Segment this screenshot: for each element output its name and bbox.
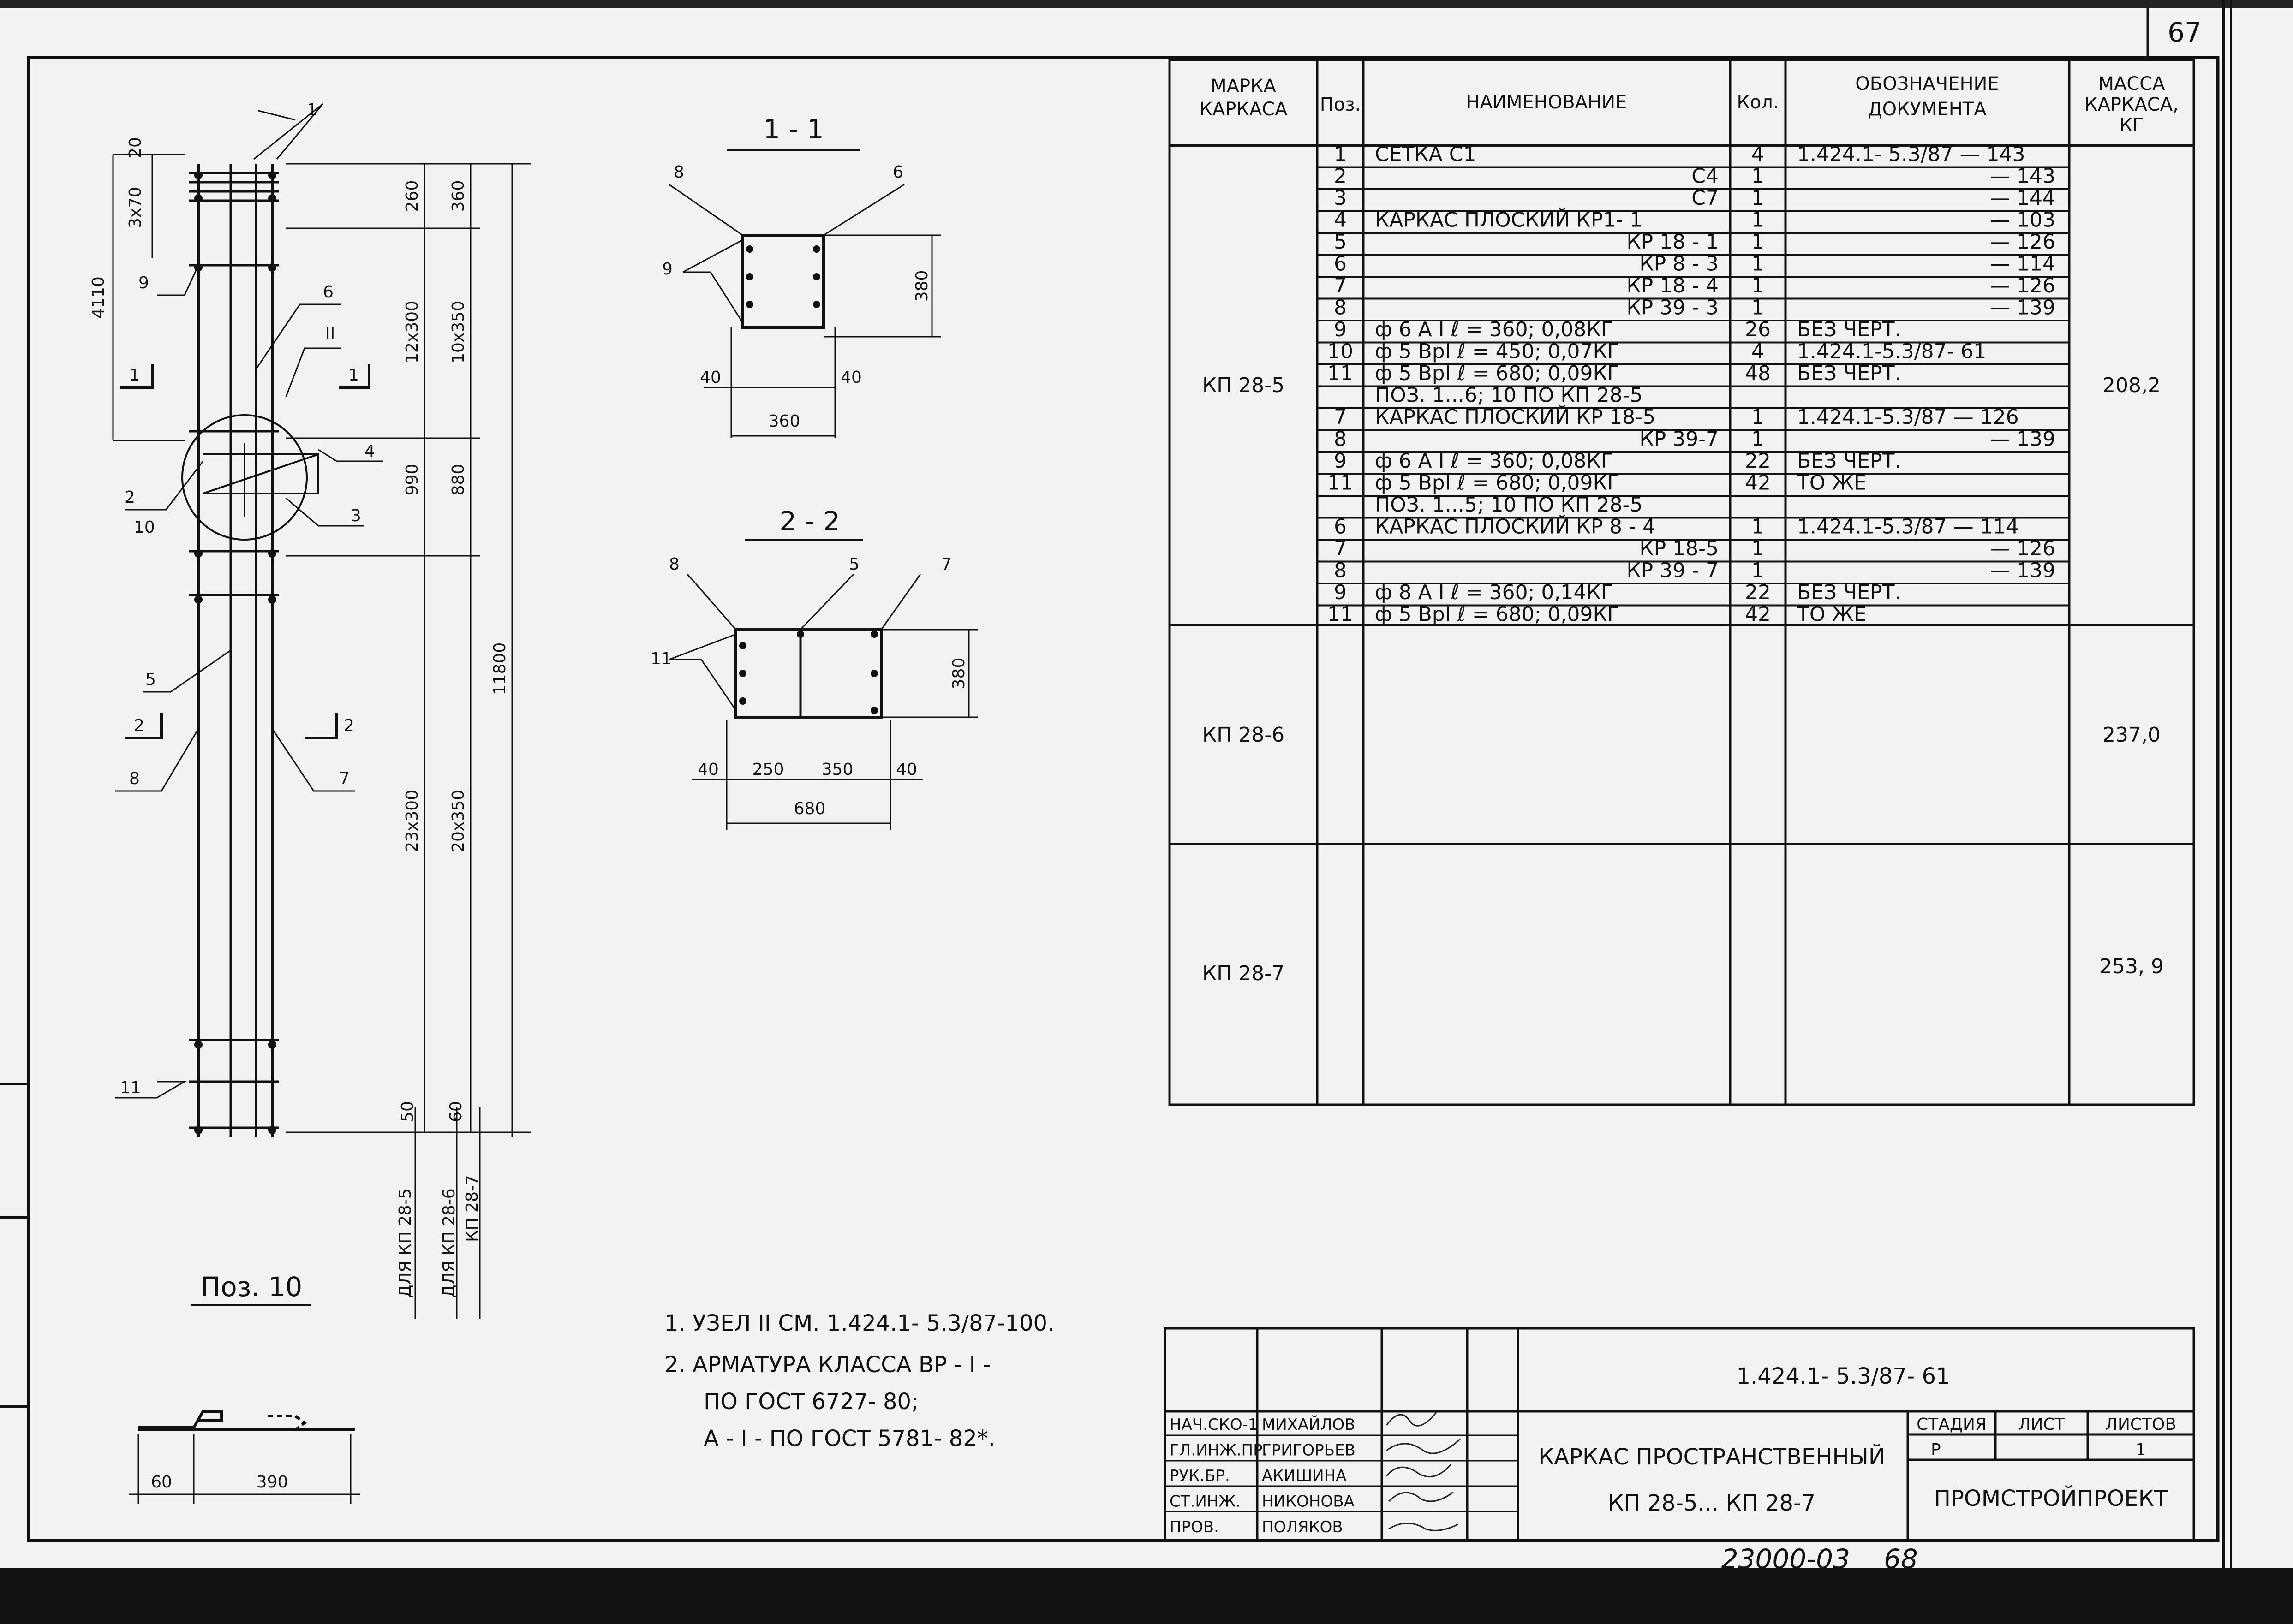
dim-380: 380 (949, 657, 968, 690)
row-pos: 9 (1334, 318, 1347, 342)
row-name: ПОЗ. 1...5; 10 ПО КП 28-5 (1375, 493, 1643, 517)
row-doc: БЕЗ ЧЕРТ. (1797, 318, 1901, 342)
person-name: ПОЛЯКОВ (1262, 1517, 1343, 1536)
row-name: КР 8 - 3 (1639, 252, 1719, 276)
note-2-cont: А - I - ПО ГОСТ 5781- 82*. (704, 1426, 996, 1451)
row-pos: 1 (1334, 143, 1347, 167)
row-doc: — 126 (1990, 230, 2055, 254)
header-mass: КГ (2119, 115, 2144, 136)
person-role: ГЛ.ИНЖ.ПР. (1170, 1441, 1268, 1460)
header-mass: МАССА (2098, 73, 2165, 95)
row-doc: 1.424.1-5.3/87- 61 (1797, 339, 1987, 363)
row-name: ф 6 А I ℓ = 360; 0,08КГ (1375, 318, 1613, 342)
row-name: КР 18 - 4 (1626, 274, 1719, 298)
stage-label: СТАДИЯ (1917, 1415, 1987, 1434)
dim-360: 360 (449, 180, 468, 212)
row-pos: 9 (1334, 581, 1347, 605)
section-mark-2: 2 (134, 716, 144, 735)
dim-40: 40 (841, 368, 862, 387)
row-qty: 1 (1751, 515, 1764, 539)
person-role: ПРОВ. (1170, 1517, 1219, 1536)
header-doc: ОБОЗНАЧЕНИЕ (1855, 73, 1999, 95)
row-doc: 1.424.1- 5.3/87 — 143 (1797, 143, 2025, 167)
sheets-value: 1 (2135, 1440, 2146, 1459)
callout-8: 8 (669, 555, 680, 574)
node-II: II (325, 324, 335, 343)
sheets-label: ЛИСТОВ (2105, 1415, 2177, 1434)
row-qty: 1 (1751, 427, 1764, 451)
callout-6: 6 (893, 163, 903, 182)
callout-11: 11 (120, 1078, 141, 1097)
callout-8: 8 (129, 769, 140, 788)
person-role: РУК.БР. (1170, 1466, 1230, 1485)
person-name: МИХАЙЛОВ (1262, 1415, 1355, 1434)
row-name: ф 5 ВрI ℓ = 680; 0,09КГ (1375, 362, 1620, 386)
row-name: КР 39-7 (1639, 427, 1719, 451)
callout-2: 2 (125, 488, 135, 507)
dim-350: 350 (821, 760, 854, 779)
header-mark: МАРКА (1211, 76, 1276, 97)
dim-50: 50 (398, 1101, 417, 1122)
row-pos: 3 (1334, 186, 1347, 210)
label-kp287: КП 28-7 (463, 1175, 482, 1242)
row-name: КР 18 - 1 (1626, 230, 1719, 254)
callout-1: 1 (307, 101, 317, 119)
stage-value: Р (1931, 1440, 1941, 1459)
row-doc: — 126 (1990, 274, 2055, 298)
row-pos: 8 (1334, 296, 1347, 320)
title-line-1: КАРКАС ПРОСТРАНСТВЕННЫЙ (1538, 1444, 1885, 1470)
row-doc: — 139 (1990, 427, 2055, 451)
dim-260: 260 (403, 180, 422, 212)
row-qty: 1 (1751, 164, 1764, 188)
row-qty: 1 (1751, 274, 1764, 298)
row-qty: 1 (1751, 208, 1764, 232)
person-name: НИКОНОВА (1262, 1492, 1355, 1511)
dim-680: 680 (794, 799, 826, 818)
row-pos: 11 (1327, 362, 1353, 386)
dim-40: 40 (896, 760, 917, 779)
dim-23x300: 23x300 (403, 790, 422, 852)
row-name: ПОЗ. 1...6; 10 ПО КП 28-5 (1375, 383, 1643, 407)
header-pos: Поз. (1320, 94, 1361, 115)
row-pos: 2 (1334, 164, 1347, 188)
dim-3x70: 3x70 (126, 186, 145, 229)
row-pos: 7 (1334, 405, 1347, 429)
row-qty: 1 (1751, 252, 1764, 276)
row-name: С4 (1691, 164, 1719, 188)
callout-6: 6 (323, 283, 334, 302)
row-name: С7 (1691, 186, 1719, 210)
callout-10: 10 (134, 518, 155, 537)
row-pos: 5 (1334, 230, 1347, 254)
row-pos: 8 (1334, 559, 1347, 583)
row-name: КР 39 - 7 (1626, 559, 1719, 583)
row-pos: 10 (1327, 339, 1353, 363)
header-qty: Кол. (1737, 92, 1779, 113)
callout-7: 7 (339, 769, 350, 788)
row-doc: ТО ЖЕ (1797, 602, 1867, 626)
header-mass: КАРКАСА, (2084, 94, 2179, 115)
row-qty: 1 (1751, 559, 1764, 583)
row-qty: 42 (1745, 471, 1771, 495)
doc-code: 1.424.1- 5.3/87- 61 (1736, 1363, 1950, 1389)
row-doc: БЕЗ ЧЕРТ. (1797, 449, 1901, 473)
row-pos: 4 (1334, 208, 1347, 232)
page-number-top: 67 (2168, 17, 2202, 48)
row-doc: — 103 (1990, 208, 2055, 232)
title-line-2: КП 28-5... КП 28-7 (1608, 1490, 1815, 1516)
row-pos: 11 (1327, 471, 1353, 495)
group-mass: 237,0 (2102, 723, 2161, 747)
callout-7: 7 (941, 555, 952, 574)
dim-20x350: 20x350 (449, 790, 468, 852)
row-name: ф 5 ВрI ℓ = 680; 0,09КГ (1375, 602, 1620, 626)
group-mass: 253, 9 (2099, 955, 2164, 978)
dim-60: 60 (151, 1473, 172, 1492)
row-qty: 26 (1745, 318, 1771, 342)
label-for-kp286: ДЛЯ КП 28-6 (440, 1188, 459, 1298)
row-name: КР 39 - 3 (1626, 296, 1719, 320)
note-1: 1. УЗЕЛ II СМ. 1.424.1- 5.3/87-100. (664, 1310, 1055, 1336)
group-mass: 208,2 (2102, 374, 2161, 397)
row-pos: 6 (1334, 515, 1347, 539)
row-name: КАРКАС ПЛОСКИЙ КР 8 - 4 (1375, 515, 1656, 539)
note-2-cont: ПО ГОСТ 6727- 80; (704, 1389, 919, 1415)
header-mark: КАРКАСА (1199, 99, 1288, 120)
section-1-1-title: 1 - 1 (763, 113, 824, 145)
row-qty: 1 (1751, 230, 1764, 254)
dim-11800: 11800 (490, 642, 509, 696)
callout-8: 8 (674, 163, 684, 182)
dim-12x300: 12x300 (403, 301, 422, 363)
row-pos: 7 (1334, 274, 1347, 298)
row-pos: 7 (1334, 537, 1347, 561)
row-name: КР 18-5 (1639, 537, 1719, 561)
row-doc: — 114 (1990, 252, 2055, 276)
dim-4110: 4110 (89, 276, 108, 319)
dim-10x350: 10x350 (449, 301, 468, 363)
row-doc: 1.424.1-5.3/87 — 126 (1797, 405, 2019, 429)
person-role: НАЧ.СКО-1 (1170, 1415, 1258, 1434)
row-qty: 1 (1751, 186, 1764, 210)
organization: ПРОМСТРОЙПРОЕКТ (1934, 1486, 2168, 1511)
section-2-2-title: 2 - 2 (779, 506, 840, 537)
label-for-kp285: ДЛЯ КП 28-5 (396, 1188, 415, 1298)
pos10-label: Поз. 10 (200, 1271, 303, 1303)
row-doc: БЕЗ ЧЕРТ. (1797, 362, 1901, 386)
note-2: 2. АРМАТУРА КЛАССА ВР - I - (664, 1352, 991, 1378)
group-mark: КП 28-6 (1202, 723, 1285, 747)
row-qty: 4 (1751, 143, 1764, 167)
row-pos: 6 (1334, 252, 1347, 276)
callout-4: 4 (364, 442, 375, 461)
row-doc: ТО ЖЕ (1797, 471, 1867, 495)
callout-5: 5 (145, 670, 156, 689)
dim-20: 20 (126, 137, 145, 158)
callout-3: 3 (351, 506, 361, 525)
row-qty: 4 (1751, 339, 1764, 363)
row-name: ф 8 А I ℓ = 360; 0,14КГ (1375, 581, 1613, 605)
row-qty: 22 (1745, 449, 1771, 473)
row-name: СЕТКА С1 (1375, 143, 1476, 167)
row-qty: 1 (1751, 537, 1764, 561)
row-pos: 9 (1334, 449, 1347, 473)
row-qty: 1 (1751, 296, 1764, 320)
row-qty: 42 (1745, 602, 1771, 626)
dim-60: 60 (447, 1101, 466, 1122)
row-qty: 22 (1745, 581, 1771, 605)
person-name: ГРИГОРЬЕВ (1262, 1441, 1355, 1460)
callout-11: 11 (651, 649, 672, 668)
row-doc: — 144 (1990, 186, 2055, 210)
row-name: ф 5 ВрI ℓ = 680; 0,09КГ (1375, 471, 1620, 495)
section-mark-2: 2 (344, 716, 354, 735)
dim-880: 880 (449, 464, 468, 496)
row-pos: 8 (1334, 427, 1347, 451)
dim-40: 40 (698, 760, 719, 779)
callout-9: 9 (138, 274, 149, 292)
scan-top-border (0, 0, 2293, 8)
row-qty: 48 (1745, 362, 1771, 386)
callout-5: 5 (849, 555, 860, 574)
row-pos: 11 (1327, 602, 1353, 626)
page-number-bottom: 23000-03 (1721, 1543, 1850, 1575)
scan-bottom-border (0, 1568, 2293, 1624)
row-name: ф 6 А I ℓ = 360; 0,08КГ (1375, 449, 1613, 473)
page-number-bottom-hand: 68 (1884, 1543, 1918, 1575)
dim-390: 390 (256, 1473, 288, 1492)
row-qty: 1 (1751, 405, 1764, 429)
person-role: СТ.ИНЖ. (1170, 1492, 1241, 1511)
row-name: ф 5 ВрI ℓ = 450; 0,07КГ (1375, 339, 1620, 363)
dim-40: 40 (700, 368, 721, 387)
row-name: КАРКАС ПЛОСКИЙ КР1- 1 (1375, 208, 1643, 232)
sheet-label: ЛИСТ (2018, 1415, 2065, 1434)
person-name: АКИШИНА (1262, 1466, 1347, 1485)
row-doc: — 126 (1990, 537, 2055, 561)
row-doc: — 139 (1990, 559, 2055, 583)
dim-380: 380 (913, 270, 932, 302)
section-mark-1: 1 (348, 366, 359, 385)
dim-360: 360 (768, 412, 800, 431)
row-doc: БЕЗ ЧЕРТ. (1797, 581, 1901, 605)
dim-990: 990 (403, 464, 422, 496)
row-doc: — 139 (1990, 296, 2055, 320)
row-doc: 1.424.1-5.3/87 — 114 (1797, 515, 2019, 539)
row-doc: — 143 (1990, 164, 2055, 188)
section-mark-1: 1 (129, 366, 140, 385)
callout-9: 9 (662, 260, 673, 279)
group-mark: КП 28-5 (1202, 374, 1285, 397)
row-name: КАРКАС ПЛОСКИЙ КР 18-5 (1375, 405, 1656, 429)
header-name: НАИМЕНОВАНИЕ (1466, 92, 1627, 113)
header-doc: ДОКУМЕНТА (1868, 99, 1987, 120)
dim-250: 250 (752, 760, 784, 779)
group-mark: КП 28-7 (1202, 962, 1285, 985)
